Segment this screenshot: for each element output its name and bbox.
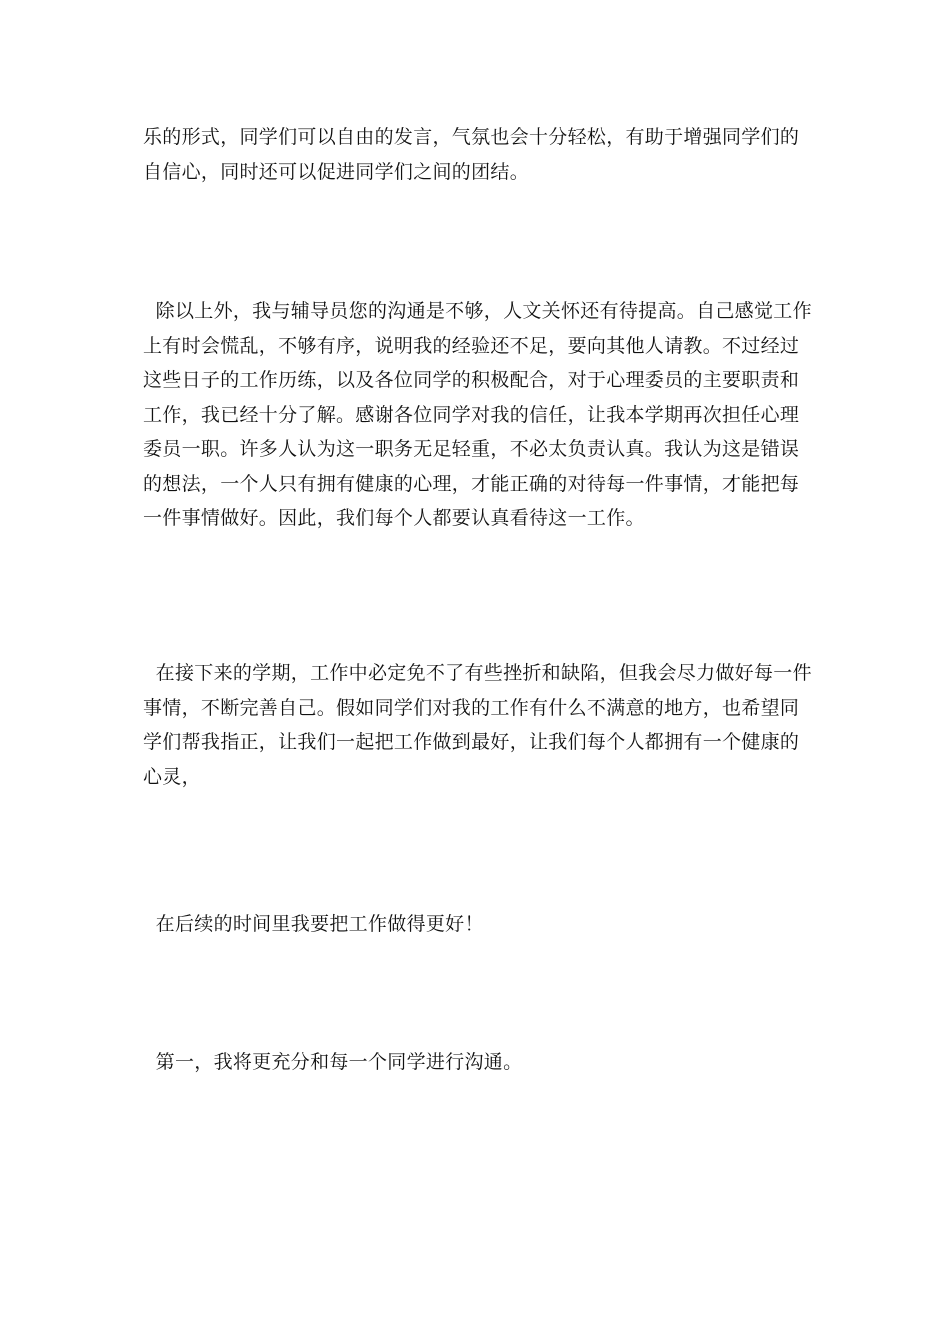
paragraph-line: 在接下来的学期，工作中必定免不了有些挫折和缺陷，但我会尽力做好每一件 (143, 662, 812, 684)
paragraph-line: 上有时会慌乱，不够有序，说明我的经验还不足，要向其他人请教。不过经过 (143, 334, 800, 357)
paragraph-line: 学们帮我指正，让我们一起把工作做到最好，让我们每个人都拥有一个健康的 (143, 731, 800, 753)
paragraph-line: 事情，不断完善自己。假如同学们对我的工作有什么不满意的地方，也希望同 (143, 696, 800, 719)
paragraph-line: 心灵， (143, 765, 201, 788)
paragraph-2 (143, 294, 811, 536)
paragraph-line: 的想法，一个人只有拥有健康的心理，才能正确的对待每一件事情，才能把每 (143, 472, 800, 495)
paragraph-3 (143, 656, 811, 794)
paragraph-5 (143, 1045, 811, 1080)
paragraph-line: 除以上外，我与辅导员您的沟通是不够，人文关怀还有待提高。自己感觉工作 (143, 300, 812, 322)
paragraph-line: 第一，我将更充分和每一个同学进行沟通。 (143, 1051, 523, 1073)
paragraph-line: 这些日子的工作历练，以及各位同学的积极配合，对于心理委员的主要职责和 (143, 369, 800, 391)
paragraph-line: 自信心，同时还可以促进同学们之间的团结。 (143, 160, 530, 183)
paragraph-4 (143, 907, 811, 942)
paragraph-line: 在后续的时间里我要把工作做得更好！ (143, 913, 484, 935)
paragraph-line: 一件事情做好。因此，我们每个人都要认真看待这一工作。 (143, 507, 645, 529)
paragraph-line: 乐的形式，同学们可以自由的发言，气氛也会十分轻松，有助于增强同学们的 (143, 126, 800, 148)
paragraph-line: 工作，我已经十分了解。感谢各位同学对我的信任，让我本学期再次担任心理 (143, 403, 800, 426)
paragraph-1 (143, 120, 811, 189)
paragraph-line: 委员一职。许多人认为这一职务无足轻重，不必太负责认真。我认为这是错误 (143, 438, 800, 460)
